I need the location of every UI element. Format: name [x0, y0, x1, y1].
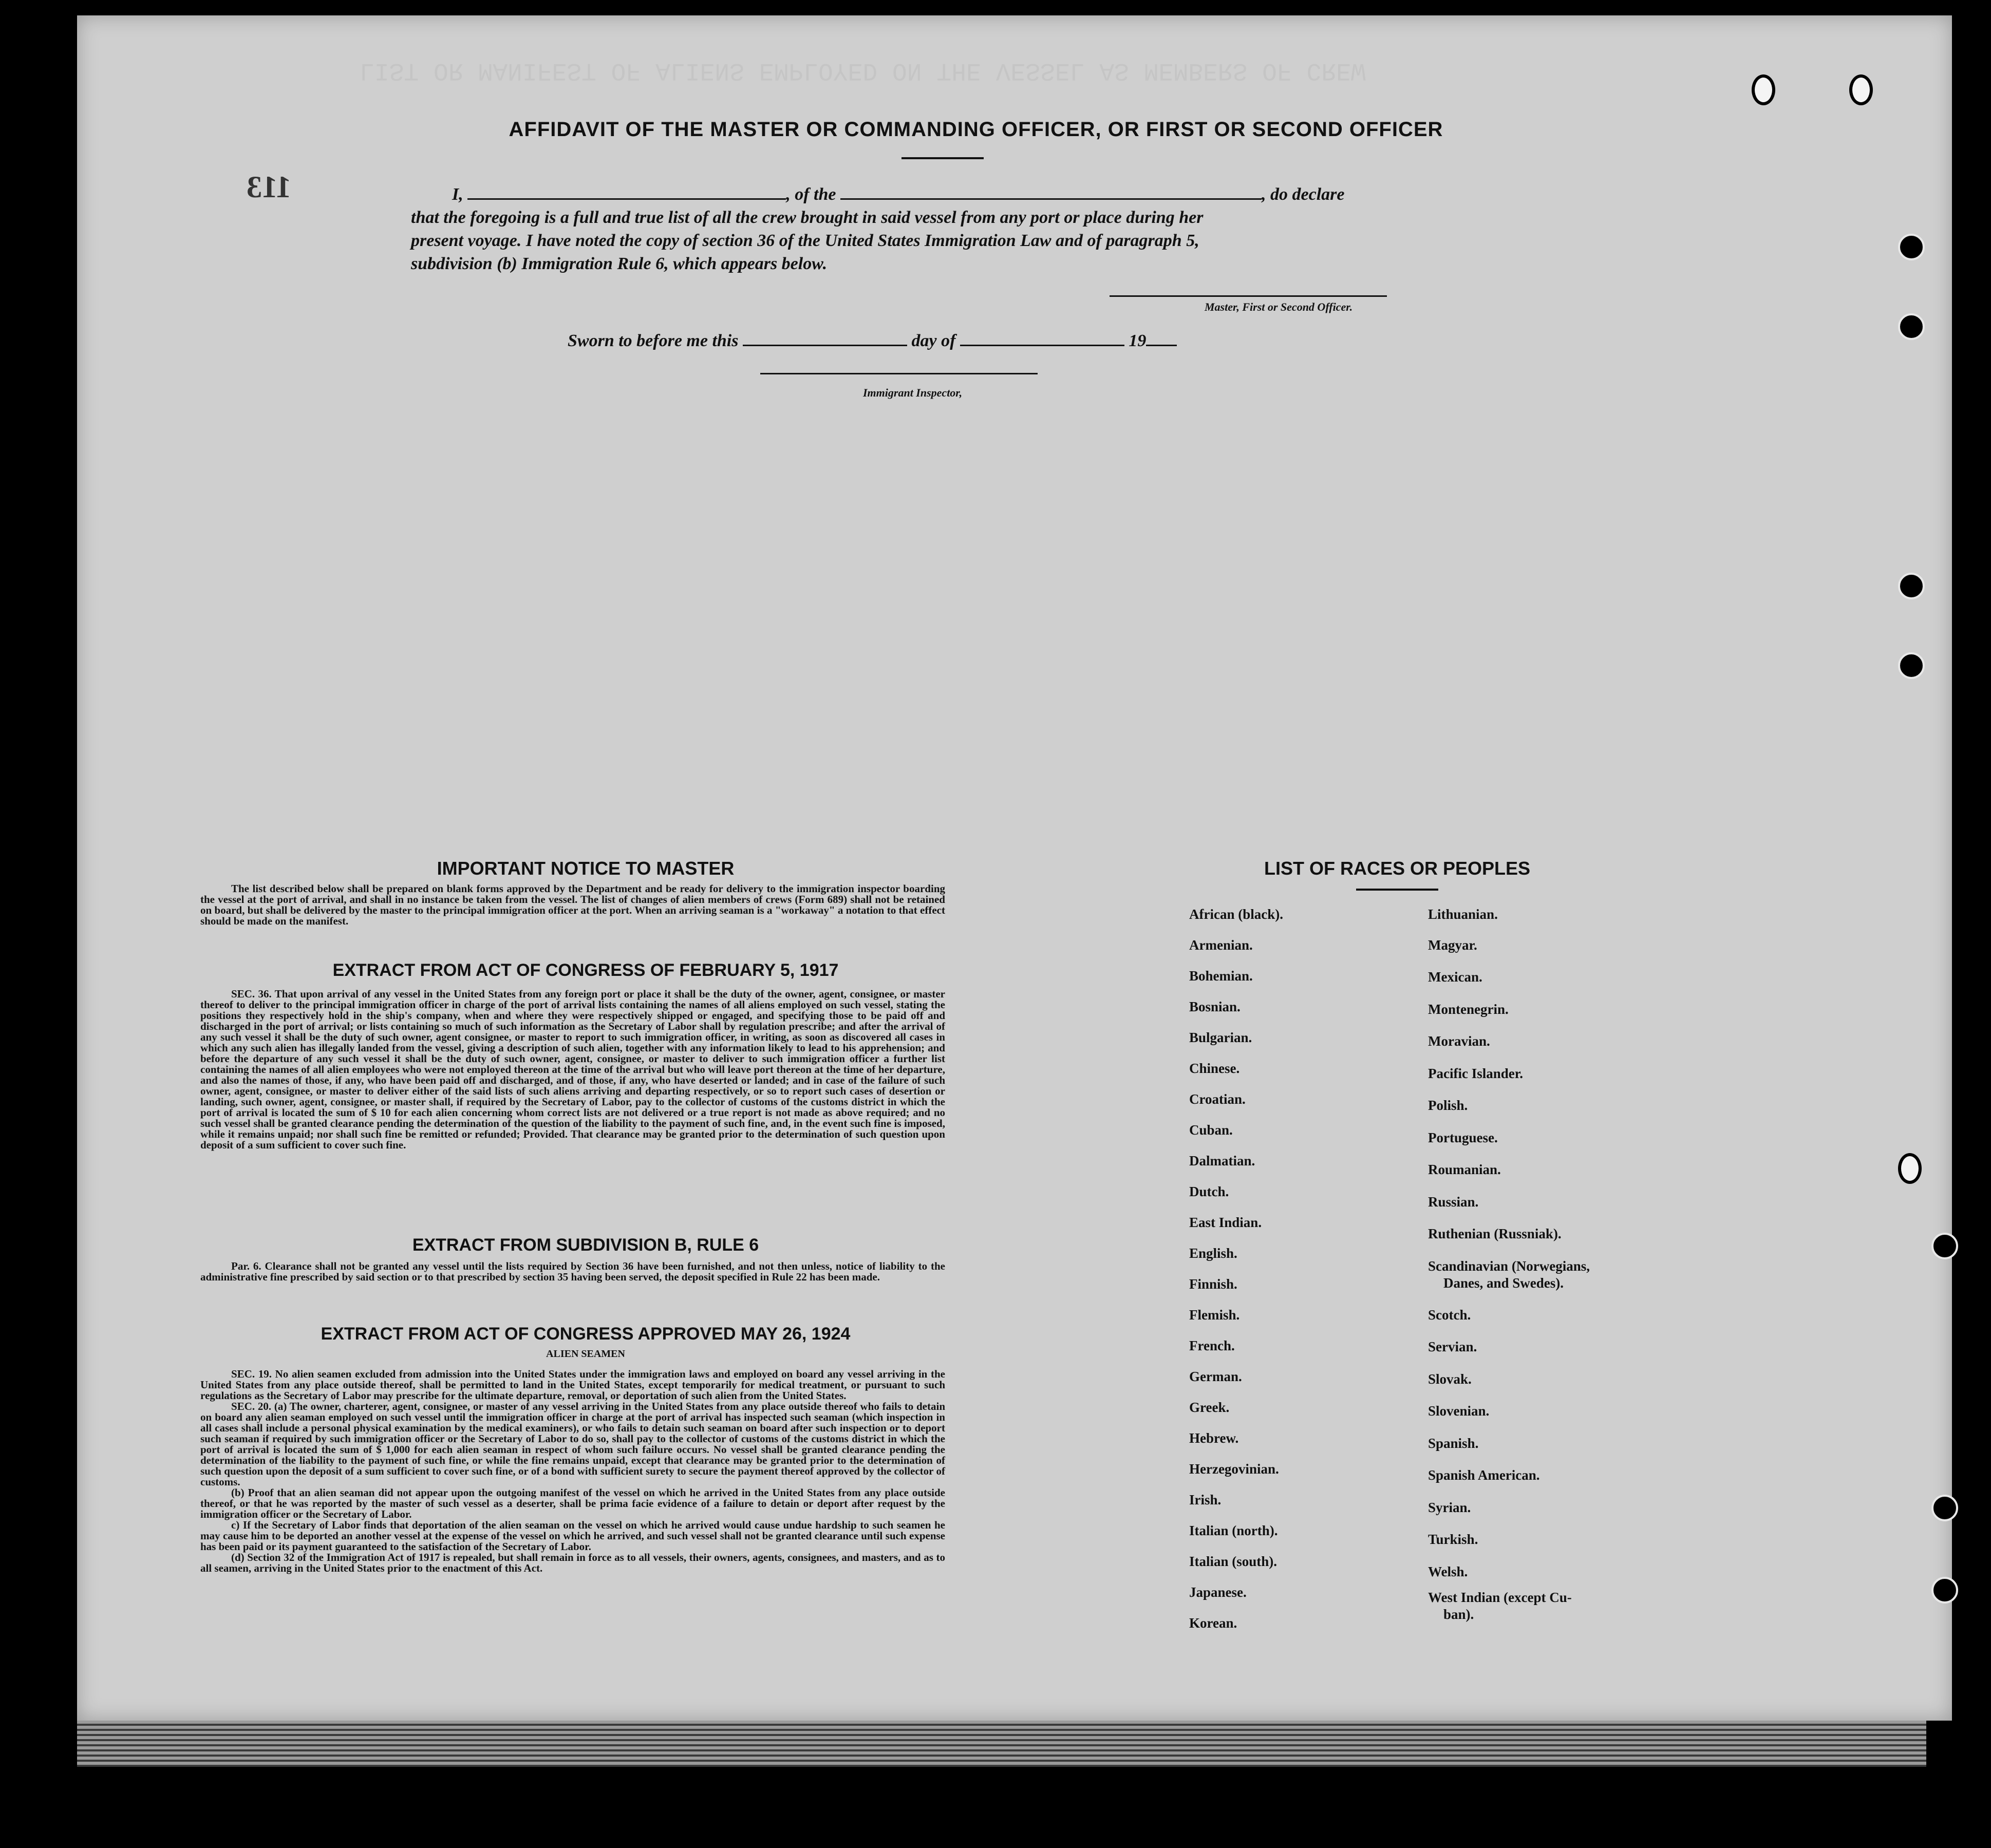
punch-hole	[1849, 74, 1873, 105]
race-item: Syrian.	[1428, 1500, 1471, 1515]
race-item: Roumanian.	[1428, 1162, 1501, 1177]
race-item: ban).	[1443, 1607, 1474, 1622]
affidavit-i: I,	[452, 185, 463, 204]
vessel-blank[interactable]	[840, 198, 1262, 200]
race-item: Italian (north).	[1189, 1523, 1278, 1538]
race-item: Finnish.	[1189, 1276, 1237, 1292]
race-item: Ruthenian (Russniak).	[1428, 1226, 1562, 1241]
bleed-through-text: LIST OR MANIFEST OF ALIENS EMPLOYED ON THE VESSEL AS MEMBERS OF CREW	[360, 56, 1366, 84]
affidavit-of-the: , of the	[786, 185, 836, 204]
race-item: Magyar.	[1428, 937, 1477, 953]
sworn-year-blank[interactable]	[1146, 345, 1177, 346]
race-item: East Indian.	[1189, 1215, 1262, 1230]
race-item: Scotch.	[1428, 1307, 1471, 1323]
race-item: Korean.	[1189, 1615, 1237, 1631]
sec-20b-paragraph: (b) Proof that an alien seaman did not appear upon the outgoing manifest of the vessel on which he arrived in the United States from any place outside thereof, or that he was reported by the master of such vessel as a deserter, shall be prima facie evidence of a failure to detain or deport after request by the immigration officer or the Secretary of Labor.	[200, 1486, 945, 1520]
race-item: Moravian.	[1428, 1033, 1490, 1049]
race-item: English.	[1189, 1246, 1237, 1261]
signature-caption: Master, First or Second Officer.	[1205, 300, 1353, 313]
race-item: Dalmatian.	[1189, 1153, 1255, 1168]
rule-6-body	[200, 1261, 945, 1283]
punch-hole	[1898, 573, 1925, 599]
title-underline	[901, 157, 984, 159]
punch-hole	[1931, 1233, 1958, 1259]
affidavit-line-1	[452, 185, 1344, 204]
race-item: Cuban.	[1189, 1122, 1233, 1138]
affidavit-line-2: that the foregoing is a full and true list of all the crew brought in said vessel from any port or place during her	[411, 208, 1204, 227]
race-item: Polish.	[1428, 1098, 1468, 1113]
race-item: French.	[1189, 1338, 1235, 1353]
race-item: African (black).	[1189, 907, 1283, 922]
race-item: Greek.	[1189, 1400, 1230, 1415]
race-item: Danes, and Swedes).	[1443, 1275, 1564, 1291]
affidavit-title: AFFIDAVIT OF THE MASTER OR COMMANDING OFFICER, OR FIRST OR SECOND OFFICER	[509, 118, 1443, 141]
affidavit-declare: , do declare	[1262, 185, 1345, 204]
sworn-day-of: day of	[911, 331, 956, 350]
affidavit-line-3: present voyage. I have noted the copy of section 36 of the United States Immigration Law and of paragraph 5,	[411, 231, 1199, 250]
inspector-signature-line[interactable]	[760, 373, 1038, 374]
punch-hole	[1898, 313, 1925, 340]
race-item: Russian.	[1428, 1194, 1479, 1210]
race-item: Italian (south).	[1189, 1554, 1278, 1569]
affidavit-line-4: subdivision (b) Immigration Rule 6, which appears below.	[411, 254, 828, 273]
extract-1924-subtitle: ALIEN SEAMEN	[546, 1348, 625, 1360]
sworn-day-blank[interactable]	[743, 345, 907, 346]
race-item: Spanish.	[1428, 1436, 1479, 1451]
race-item: Mexican.	[1428, 969, 1482, 985]
race-item: West Indian (except Cu-	[1428, 1590, 1572, 1605]
punch-hole	[1898, 234, 1925, 260]
sec-20a-paragraph: SEC. 20. (a) The owner, charterer, agent, consignee, or master of any vessel arriving in the United States from any place outside thereof who fails to detain on board any alien seaman employed on such vessel until the immigration officer in charge at the port of arrival has inspected such seaman (which inspection in all cases shall include a personal physical examination by the medical examiners), or who fails to detain such seaman on board after such inspection or to deport such seaman if required by such immigration officer or the Secretary of Labor to do so, shall pay to the collector of customs of the customs district in which the port of arrival is located the sum of $ 1,000 for each alien seaman in respect of whom such failure occurs. No vessel shall be granted clearance pending the determination of the liability to the payment of such fine, or while the fine remains unpaid, except that clearance may be granted prior to the determination of such question upon the deposit of a sum sufficient to cover such fine, or of a bond with sufficient surety to secure the payment thereof approved by the collector of customs.	[200, 1400, 945, 1488]
race-item: Slovenian.	[1428, 1403, 1490, 1419]
race-item: Servian.	[1428, 1339, 1477, 1354]
race-item: Scandinavian (Norwegians,	[1428, 1258, 1590, 1274]
race-item: Pacific Islander.	[1428, 1066, 1523, 1081]
race-item: Bulgarian.	[1189, 1030, 1252, 1045]
punch-hole	[1752, 74, 1775, 105]
extract-1917-body	[200, 989, 945, 1151]
race-item: Bohemian.	[1189, 968, 1253, 984]
notice-body	[200, 883, 945, 927]
sworn-line	[568, 331, 1177, 351]
inspector-caption: Immigrant Inspector,	[863, 386, 963, 399]
race-item: Irish.	[1189, 1492, 1222, 1507]
sworn-year: 19	[1129, 331, 1147, 350]
race-item: Croatian.	[1189, 1091, 1246, 1107]
race-item: Lithuanian.	[1428, 907, 1498, 922]
race-item: Japanese.	[1189, 1585, 1247, 1600]
race-item: Welsh.	[1428, 1564, 1468, 1579]
race-item: Spanish American.	[1428, 1467, 1540, 1483]
race-item: Portuguese.	[1428, 1130, 1498, 1145]
sec-36-paragraph: SEC. 36. That upon arrival of any vessel in the United States from any foreign port or place it shall be the duty of the owner, agent, consignee, or master thereof to deliver to the principal immigration officer in charge of the port of arrival lists containing the names of all aliens employed on such vessel, stating the positions they respectively hold in the ship's company, when and where they were respectively shipped or engaged, and specifying those to be paid off and discharged in the port of arrival; or lists containing so much of such information as the Secretary of Labor shall by regulation prescribe; and after the arrival of any such vessel it shall be the duty of such owner, agent consignee, or master to report to such immigration officer, in writing, as soon as discovered all cases in which any such alien has illegally landed from the vessel, giving a description of such alien, together with any information likely to lead to his apprehension; and before the departure of any such vessel it shall be the duty of such owner, agent, consignee, or master to deliver to such immigration officer a further list containing the names of all alien employees who were not employed thereon at the time of the arrival but who will leave port thereon at the time of her departure, and also the names of those, if any, who have been paid off and discharged, and of those, if any, who have deserted or landed; and in case of the failure of such owner, agent, consignee, or master to deliver either of the said lists of such aliens arriving and departing respectively, or so to report such cases of desertion or landing, such owner, agent, consignee, or master shall, if required by the Secretary of Labor, pay to the collector of customs of the customs district in which the port of arrival is located the sum of $ 10 for each alien concerning whom correct lists are not delivered or a true report is not made as above required; and no such vessel shall be granted clearance pending the determination of the question of the liability to the payment of such fine, and, in the event such fine is imposed, while it remains unpaid; nor shall such fine be remitted or refunded; Provided. That clearance may be granted prior to the determination of such question upon deposit of a sum sufficient to cover such fine.	[200, 988, 945, 1151]
race-item: Turkish.	[1428, 1532, 1478, 1547]
extract-1924-title: EXTRACT FROM ACT OF CONGRESS APPROVED MAY 26, 1924	[321, 1324, 851, 1344]
punch-hole	[1898, 1153, 1922, 1184]
rule-6-title: EXTRACT FROM SUBDIVISION B, RULE 6	[412, 1235, 759, 1255]
notice-paragraph: The list described below shall be prepared on blank forms approved by the Department and be ready for delivery to the immigration inspector boarding the vessel at the port of arrival, and shall in no instance be taken from the vessel. The list of changes of alien members of crews (Form 689) shall not be retained on board, but shall be delivered by the master to the principal immigration officer at the port. When an arriving seaman is a "workaway" a notation to that effect should be made on the manifest.	[200, 882, 945, 927]
race-item: Montenegrin.	[1428, 1002, 1509, 1017]
sec-20c-paragraph: c) If the Secretary of Labor finds that deportation of the alien seaman on the vessel on which he arrived would cause undue hardship to such seamen he may cause him to be deported an another vessel at the expense of the vessel on which he arrived, and such vessel shall not be granted clearance until such expense has been paid or its payment guaranteed to the satisfaction of the Secretary of Labor.	[200, 1519, 945, 1553]
margin-mark: 113	[247, 170, 291, 204]
race-item: Herzegovinian.	[1189, 1461, 1279, 1477]
punch-hole	[1898, 652, 1925, 679]
par-6-paragraph: Par. 6. Clearance shall not be granted any vessel until the lists required by Section 36 have been furnished, and not then unless, notice of liability to the administrative fine prescribed by said section or to that prescribed by section 35 having been served, the deposit specified in Rule 22 has been made.	[200, 1260, 945, 1283]
extract-1917-title: EXTRACT FROM ACT OF CONGRESS OF FEBRUARY 5, 1917	[332, 960, 839, 980]
notice-title: IMPORTANT NOTICE TO MASTER	[437, 858, 735, 879]
page-stack-edge	[77, 1721, 1926, 1767]
sec-20d-paragraph: (d) Section 32 of the Immigration Act of 1917 is repealed, but shall remain in force as to all vessels, their owners, agents, consignees, and masters, and as to all seamen, arriving in the United States prior to the enactment of this Act.	[200, 1551, 945, 1574]
extract-1924-body	[200, 1369, 945, 1574]
races-title-underline	[1356, 889, 1438, 891]
sworn-prefix: Sworn to before me this	[568, 331, 739, 350]
races-title: LIST OF RACES OR PEOPLES	[1264, 858, 1531, 879]
race-item: Dutch.	[1189, 1184, 1229, 1199]
punch-hole	[1931, 1577, 1958, 1604]
race-item: Slovak.	[1428, 1371, 1472, 1387]
race-item: Flemish.	[1189, 1307, 1240, 1323]
race-item: Hebrew.	[1189, 1430, 1239, 1446]
race-item: German.	[1189, 1369, 1242, 1384]
signature-line[interactable]	[1110, 295, 1387, 297]
punch-hole	[1931, 1495, 1958, 1521]
race-item: Armenian.	[1189, 937, 1253, 953]
race-item: Bosnian.	[1189, 999, 1241, 1014]
sec-19-paragraph: SEC. 19. No alien seamen excluded from admission into the United States under the immigration laws and employed on board any vessel arriving in the United States from any place outside thereof, shall be permitted to land in the United States, except temporarily for medical treatment, or pursuant to such regulations as the Secretary of Labor may prescribe for the ultimate departure, removal, or deportation of such alien from the United States.	[200, 1368, 945, 1402]
race-item: Chinese.	[1189, 1061, 1240, 1076]
sworn-month-blank[interactable]	[960, 345, 1124, 346]
name-blank[interactable]	[467, 198, 786, 200]
